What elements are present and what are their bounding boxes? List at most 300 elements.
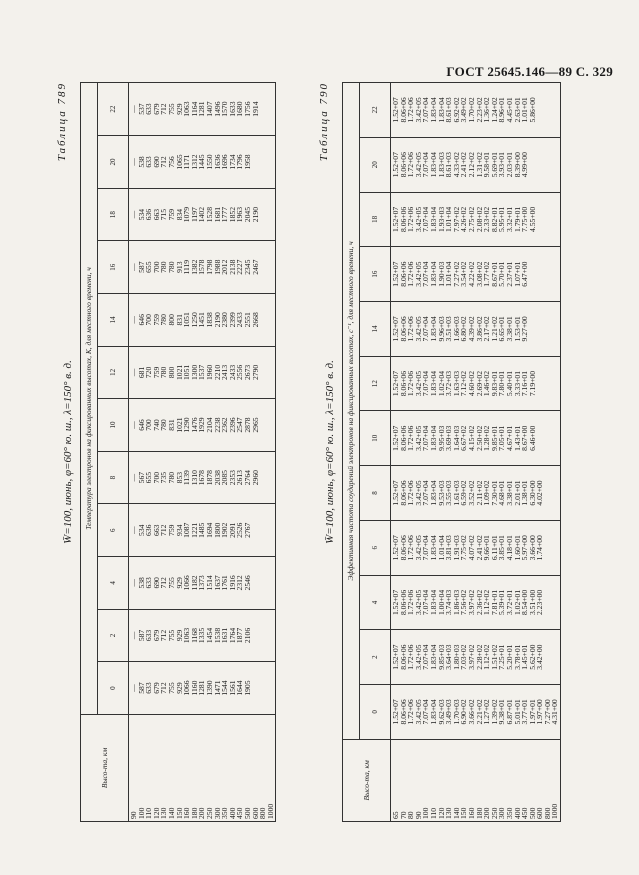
table-790-cell: 8.82+01 — [489, 206, 499, 232]
table-789-column-headers — [98, 83, 129, 822]
table-789-col-header: 8 — [98, 451, 129, 504]
table-789-cell: 1382 — [189, 259, 199, 275]
table-789-cell: 1171 — [182, 154, 192, 170]
table-790-data-column — [391, 247, 561, 302]
table-790-cell: 2.50+02 — [474, 425, 484, 451]
table-790-cell: 9.58+01 — [482, 152, 492, 178]
table-790-col-header: 0 — [360, 685, 391, 740]
table-789-cell: 780 — [159, 261, 169, 273]
table-790-cell: 1.12+02 — [482, 644, 492, 670]
table-790-cell: 8.06+06 — [398, 152, 408, 178]
table-790-cell: 3.86+02 — [474, 316, 484, 342]
table-789-cell: 1051 — [182, 364, 192, 381]
table-790-cell: 1.52+07 — [391, 699, 400, 725]
table-790-cell: 1.51+02 — [489, 644, 499, 670]
table-790-cell: 5.62+00 — [527, 644, 537, 670]
table-790-subtitle: W̄=100, июнь, φ=60° ю. ш., λ=150° в. д. — [324, 360, 336, 544]
table-789-cell: 1631 — [220, 627, 230, 644]
table-789-cell: 1636 — [212, 154, 222, 170]
table-790-cell: 2.41+02 — [459, 152, 469, 178]
table-789-cell: 2038 — [212, 470, 222, 486]
table-789-col-header: 18 — [98, 188, 129, 241]
page-header: ГОСТ 25645.146—89 С. 329 — [446, 64, 613, 79]
table-790-cell: 3.08+02 — [474, 261, 484, 287]
table-790-cell: 7.80+01 — [497, 370, 507, 397]
table-789-cell: 1310 — [189, 470, 199, 486]
table-790-cell: 7.07+04 — [421, 425, 431, 451]
table-790-col-header: 10 — [360, 411, 391, 466]
table-789-cell: 1734 — [227, 154, 237, 170]
table-789-cell: 1407 — [204, 101, 214, 117]
table-790-cell: 5.20+01 — [504, 644, 514, 670]
table-789-cell: 1390 — [204, 680, 214, 696]
table-789-cell: 2613 — [235, 470, 245, 486]
table-790-cell: 2.03+01 — [504, 152, 514, 178]
table-790-cell: 1.80+03 — [451, 644, 461, 670]
table-789-cell: 712 — [159, 103, 169, 115]
table-789-cell: 1514 — [204, 575, 214, 591]
table-790-cell: 7.07+04 — [421, 261, 431, 287]
table-789-cell: 1451 — [197, 312, 207, 328]
table-790-cell: 4.33+02 — [451, 152, 461, 178]
table-789-data-column — [129, 504, 276, 557]
table-790-cell: 1.01+01 — [520, 97, 530, 123]
table-790-block — [318, 82, 604, 822]
table-789-data-column — [129, 662, 276, 715]
table-790-col-header: 2 — [360, 630, 391, 685]
table-790-cell: 1.83+04 — [428, 261, 438, 287]
table-789-cell: — — [129, 316, 138, 324]
table-789-cell: 1578 — [197, 259, 207, 275]
table-790-cell: 7.07+04 — [421, 370, 431, 397]
table-789-cell: 700 — [151, 261, 161, 273]
table-789-cell: 2380 — [220, 312, 230, 328]
table-789-cell — [259, 349, 267, 397]
table-789-cell: 712 — [159, 577, 169, 589]
table-790-cell: 1.31+02 — [474, 152, 484, 178]
table-790-cell: 7.81+01 — [489, 589, 499, 616]
table-790-cell: 6.92+02 — [451, 97, 461, 123]
table-789-cell: 1281 — [197, 101, 207, 117]
table-789-cell: 2467 — [250, 259, 260, 275]
table-790-cell: 8.67+01 — [489, 261, 499, 287]
table-790-cell: 1.83+04 — [436, 97, 446, 123]
table-789-cell: 1838 — [204, 312, 214, 328]
table-789-cell: 1454 — [204, 627, 214, 644]
table-790-cell: 6.90+02 — [459, 699, 469, 725]
table-790-cell: 1.83+04 — [428, 206, 438, 232]
table-790-cell: 7.07+04 — [421, 535, 431, 561]
table-789-cell: 1290 — [182, 417, 192, 433]
table-790-cell: 1.60+01 — [512, 535, 522, 561]
table-790-col-header: 20 — [360, 137, 391, 192]
table-790-cell: 1.02+04 — [436, 370, 446, 397]
table-790-cell: 7.07+04 — [421, 480, 431, 506]
table-789-cell: — — [129, 210, 138, 219]
table-789-cell: 537 — [136, 103, 146, 115]
table-790-cell: 8.06+06 — [398, 316, 408, 342]
table-789-data-column — [129, 83, 276, 136]
table-789-cell: — — [129, 368, 138, 377]
table-790-cell: 8.06+06 — [398, 480, 408, 506]
table-790-cell: 2.33+02 — [482, 206, 492, 232]
table-790-cell: 1.83+04 — [428, 316, 438, 342]
table-790-cell: 1.91+03 — [451, 535, 461, 561]
table-789-cell: 1960 — [204, 364, 214, 381]
table-789-cell: 1798 — [204, 259, 214, 275]
table-789-cell: 633 — [144, 103, 154, 115]
table-790-cell: 3.93+01 — [497, 152, 507, 178]
table-789-cell: 646 — [136, 314, 146, 326]
table-790-cell: 1.72+06 — [406, 206, 416, 232]
table-790 — [342, 82, 561, 822]
table-790-cell: 3.42+05 — [413, 152, 423, 178]
table-790-cell: 3.42+05 — [413, 206, 423, 232]
table-790-cell: 7.75+00 — [520, 206, 530, 232]
table-790-cell: 6.11+01 — [489, 535, 499, 561]
table-790-cell: 4.45+01 — [504, 97, 514, 123]
table-789-cell: 1878 — [204, 470, 214, 486]
table-790-cell: 8.61+03 — [444, 152, 454, 178]
table-790-cell: 1.70+03 — [451, 699, 461, 725]
table-789-cell: 1528 — [204, 207, 214, 223]
table-789-data-column — [129, 136, 276, 189]
table-789-cell: 679 — [151, 103, 161, 115]
table-790-cell: 6.87+01 — [504, 699, 514, 725]
table-789-cell: 929 — [174, 682, 184, 694]
table-789-cell: 587 — [136, 629, 146, 642]
table-790-cell: 4.60+02 — [466, 370, 476, 397]
table-789-cell: 700 — [144, 419, 154, 431]
table-790-cell: 3.42+05 — [413, 97, 423, 123]
table-790-cell: 1.79+01 — [512, 206, 522, 232]
table-790-cell: 3.42+05 — [413, 699, 423, 725]
table-789-caption: Температура электронов на фиксированных высотах, К, для местного времени, ч — [81, 83, 98, 715]
table-789-cell: 1164 — [189, 101, 199, 117]
table-789-col-header: 16 — [98, 241, 129, 294]
table-790-cell: 3.42+00 — [535, 644, 545, 670]
table-789-cell: 2413 — [220, 364, 230, 381]
table-789-cell: 831 — [166, 419, 176, 431]
table-789-cell: 1197 — [189, 207, 199, 223]
table-790-cell: 9.38+01 — [497, 699, 507, 725]
table-789-body — [129, 83, 276, 822]
table-789-cell: 755 — [166, 629, 176, 642]
table-790-cell: 1.93+03 — [436, 206, 446, 232]
table-789-cell: 2526 — [235, 522, 245, 538]
table-790-cell: 3.42+05 — [413, 535, 423, 561]
table-790-cell: 3.42+05 — [413, 316, 423, 342]
table-789-cell: 587 — [136, 682, 146, 694]
table-789-cell: 655 — [144, 261, 154, 273]
table-790-col-header: 18 — [360, 192, 391, 247]
table-789-cell: 1335 — [197, 627, 207, 644]
table-790-height-value: 400 — [512, 807, 522, 819]
table-789-col-header: 20 — [98, 136, 129, 189]
table-790-cell: 3.64+03 — [444, 644, 454, 670]
table-789-col-header: 14 — [98, 294, 129, 347]
table-789-cell: 2045 — [242, 207, 252, 223]
table-790-cell: 7.07+04 — [421, 97, 431, 123]
table-789-cell: — — [129, 263, 138, 271]
table-789-cell: 712 — [159, 524, 169, 536]
table-789-cell: 755 — [166, 103, 176, 115]
table-790-cell: 3.55+03 — [444, 480, 454, 506]
table-790-cell: 1.52+07 — [391, 261, 400, 287]
table-790-cell: 7.12+02 — [459, 370, 469, 397]
table-790-cell: 3.81+03 — [444, 535, 454, 561]
table-790-cell: 2.11+02 — [474, 480, 484, 506]
table-789-cell: 780 — [159, 419, 169, 431]
table-790-cell: 8.06+06 — [398, 644, 408, 670]
table-790-cell: 1.72+06 — [406, 589, 416, 616]
table-790-height-value: 180 — [474, 807, 484, 819]
table-789-height-value: 350 — [220, 807, 230, 819]
table-789-height-value: 130 — [159, 807, 169, 819]
table-790-cell: 1.72+06 — [406, 699, 416, 725]
table-789-cell: 780 — [159, 366, 169, 379]
table-790-cell: 2.17+02 — [482, 316, 492, 342]
table-789-height-value: 160 — [182, 807, 192, 819]
table-790-cell: 1.66+03 — [451, 316, 461, 342]
table-790-cell: 1.52+07 — [391, 316, 400, 342]
table-789-cell: 780 — [166, 471, 176, 484]
table-790-height-header: Высо-та, км — [343, 739, 391, 821]
table-789-cell: 2547 — [235, 417, 245, 433]
table-790-cell: 7.03+02 — [459, 644, 469, 670]
table-790-cell: 1.90+03 — [436, 261, 446, 287]
table-789-cell: 759 — [166, 208, 176, 221]
table-789-cell: 1168 — [189, 628, 199, 643]
table-790-cell: 1.72+06 — [406, 480, 416, 506]
table-790-cell: 1.72+06 — [406, 370, 416, 397]
table-790-cell: 5.01+01 — [512, 699, 522, 725]
table-790-cell: 1.01+04 — [444, 261, 454, 287]
table-789-cell: 1182 — [189, 575, 199, 591]
table-789-cell: 690 — [151, 577, 161, 589]
table-789-cell: 1485 — [197, 522, 207, 538]
table-790-height-value: 1000 — [550, 803, 560, 819]
table-790-cell: 1.83+04 — [428, 97, 438, 123]
table-790-cell: 8.06+06 — [398, 206, 408, 232]
table-790-cell: 1.61+03 — [451, 480, 461, 506]
table-790-cell: 3.66+02 — [466, 699, 476, 725]
table-789-cell: 2965 — [250, 417, 260, 433]
table-790-cell: 1.63+03 — [451, 370, 461, 397]
table-789-cell: 1160 — [189, 680, 199, 696]
table-790-cell: 1.72+06 — [406, 425, 416, 451]
table-789-data-column — [129, 557, 276, 610]
table-789-cell — [267, 85, 275, 133]
table-790-cell: 8.96+01 — [497, 97, 507, 123]
table-790-data-column — [391, 192, 561, 247]
table-789-height-value: 150 — [174, 807, 184, 819]
table-790-cell: 6.80+02 — [459, 316, 469, 342]
table-789-cell: 720 — [144, 366, 154, 379]
table-790-height-value: 70 — [398, 811, 408, 819]
table-790-height-value: 130 — [444, 807, 454, 819]
table-790-cell: 1.70+02 — [466, 97, 476, 123]
table-789-cell: 1764 — [227, 627, 237, 644]
table-789-cell: 1496 — [212, 101, 222, 117]
table-789-cell: 759 — [166, 524, 176, 536]
table-790-cell: 4.99+00 — [520, 152, 530, 178]
table-790-cell: 1.00+04 — [436, 589, 446, 616]
table-789-cell: 2227 — [235, 259, 245, 275]
table-790-cell: 3.72+01 — [504, 589, 514, 616]
table-789-data-column — [129, 188, 276, 241]
table-790-heights-column — [391, 739, 561, 821]
table-789-cell: 538 — [136, 577, 146, 589]
table-790-cell: 3.97+02 — [466, 589, 476, 616]
table-789-cell: 1471 — [212, 680, 222, 696]
table-790-cell: 1.02+01 — [512, 589, 522, 616]
table-790-cell: 3.66+00 — [527, 535, 537, 561]
table-789-cell: 1250 — [189, 312, 199, 328]
table-789-cell: 2190 — [212, 312, 222, 328]
table-790-cell: 1.83+04 — [428, 699, 438, 725]
table-790-cell: 5.95+01 — [497, 206, 507, 232]
table-789-cell: 831 — [174, 314, 184, 326]
table-790-label: Таблица 790 — [318, 82, 330, 162]
table-790-data-column — [391, 630, 561, 685]
table-790-cell: 8.06+06 — [398, 425, 408, 451]
table-790-cell: 2.75+02 — [466, 206, 476, 232]
table-789-cell: 1119 — [182, 259, 192, 275]
table-790-cell: 1.28+02 — [482, 425, 492, 451]
table-790-height-value: 600 — [535, 807, 545, 819]
table-789-cell: 1877 — [235, 627, 245, 644]
table-789-cell: 2353 — [227, 470, 237, 486]
table-789-cell: 1066 — [182, 575, 192, 591]
table-790-data-column — [391, 411, 561, 466]
table-790-cell: 3.42+05 — [413, 589, 423, 616]
table-790-cell: 3.42+05 — [413, 480, 423, 506]
table-790-cell: 1.72+06 — [406, 644, 416, 670]
table-790-data-column — [391, 83, 561, 138]
table-790-cell: 3.74+03 — [444, 589, 454, 616]
table-790-cell: 9.96+03 — [436, 316, 446, 342]
table-789-cell: 1963 — [235, 207, 245, 223]
table-789-cell: 1988 — [212, 259, 222, 275]
table-789-cell: 1051 — [182, 312, 192, 328]
table-790-cell: 4.67+01 — [504, 425, 514, 451]
table-789-height-header: Высо-та, км — [81, 714, 129, 821]
table-789-cell: 1402 — [197, 207, 207, 223]
table-790-cell: 3.32+01 — [504, 206, 514, 232]
table-790-cell: 1.52+07 — [391, 644, 400, 670]
table-790-cell: 1.86+03 — [451, 589, 461, 616]
table-790-cell: 9.85+01 — [489, 425, 499, 451]
table-789-cell: 712 — [159, 156, 169, 168]
table-789-cell: 1561 — [227, 680, 237, 696]
table-789-cell: 2960 — [250, 470, 260, 486]
table-789-cell: 2767 — [242, 522, 252, 538]
table-790-cell: 4.68+01 — [497, 480, 507, 506]
table-789-cell: 934 — [174, 524, 184, 536]
table-789-cell: 2012 — [220, 259, 230, 275]
table-789-cell: 1644 — [235, 680, 245, 696]
table-789-cell: 712 — [159, 682, 169, 694]
table-789-cell: 2790 — [250, 364, 260, 381]
table-790-data-column — [391, 301, 561, 356]
table-790-height-value: 350 — [504, 807, 514, 819]
table-790-cell: 1.53+01 — [512, 316, 522, 342]
table-790-cell: 6.65+01 — [497, 316, 507, 342]
table-790-cell: 1.52+07 — [391, 206, 400, 232]
table-789-cell: — — [129, 631, 138, 640]
table-790-height-value: 100 — [421, 807, 431, 819]
table-789-cell: 2190 — [250, 207, 260, 223]
table-789-cell: 1852 — [227, 207, 237, 223]
table-789-cell: 2362 — [220, 417, 230, 433]
table-790-height-value: 150 — [459, 807, 469, 819]
table-789-cell: — — [129, 421, 138, 429]
table-789-data-column — [129, 241, 276, 294]
table-789-cell: 2433 — [235, 312, 245, 328]
table-790-cell: 4.55+00 — [527, 206, 537, 232]
table-789-cell: 2668 — [250, 312, 260, 328]
table-789-cell: 2551 — [242, 312, 252, 328]
table-789-cell: 538 — [136, 156, 146, 168]
table-789-cell: 633 — [144, 682, 154, 694]
table-790-cell: 1.83+04 — [428, 644, 438, 670]
table-790-cell: 4.26+02 — [459, 206, 469, 232]
table-790-cell: 7.97+02 — [451, 206, 461, 232]
table-790-cell: 3.85+01 — [497, 535, 507, 561]
table-790-cell: 1.52+07 — [391, 97, 400, 123]
table-790-cell: 9.85+03 — [436, 644, 446, 670]
table-790-height-value: 140 — [451, 807, 461, 819]
table-789-col-header: 4 — [98, 557, 129, 610]
table-790-cell: 1.39+02 — [489, 699, 499, 725]
table-789-cell: 1958 — [242, 154, 252, 170]
table-790-cell: 8.06+06 — [398, 97, 408, 123]
table-790-cell: 7.07+04 — [421, 206, 431, 232]
table-789-cell: 780 — [166, 261, 176, 273]
table-790-cell: 8.06+06 — [398, 370, 408, 397]
table-790-cell: 2.01+01 — [512, 480, 522, 506]
table-790-cell: 7.75+02 — [459, 535, 469, 561]
table-789-col-header: 22 — [98, 83, 129, 136]
table-790-cell: 6.30+00 — [527, 480, 537, 506]
table-789-cell: 1680 — [235, 101, 245, 117]
table-790-cell: 4.18+01 — [504, 535, 514, 561]
table-789-cell: 2556 — [235, 364, 245, 381]
table-790-cell: 3.52+02 — [466, 480, 476, 506]
table-790-height-value: 300 — [497, 807, 507, 819]
table-790-cell: 8.39+00 — [512, 152, 522, 178]
table-790-cell: 2.08+02 — [474, 206, 484, 232]
table-790-cell: 9.62+03 — [436, 699, 446, 725]
table-789-data-column — [129, 294, 276, 347]
table-789-cell: 1929 — [197, 417, 207, 433]
table-790-cell: 4.15+02 — [466, 425, 476, 451]
table-789-heights-column — [129, 714, 276, 821]
table-789-cell: 1544 — [220, 680, 230, 696]
table-789-cell: 663 — [151, 208, 161, 221]
table-790-cell: 3.72+03 — [444, 370, 454, 397]
table-790-height-value: 200 — [482, 807, 492, 819]
table-789-cell: 1476 — [189, 417, 199, 433]
table-789-cell: 1537 — [197, 364, 207, 381]
table-790-cell: 1.83+04 — [428, 370, 438, 397]
table-790-cell: 9.27+00 — [520, 316, 530, 342]
table-790-cell: 1.52+07 — [391, 480, 400, 506]
table-790-cell: 5.40+01 — [504, 370, 514, 397]
table-790-height-value: 800 — [542, 807, 552, 819]
table-790-cell: 8.06+06 — [398, 261, 408, 287]
